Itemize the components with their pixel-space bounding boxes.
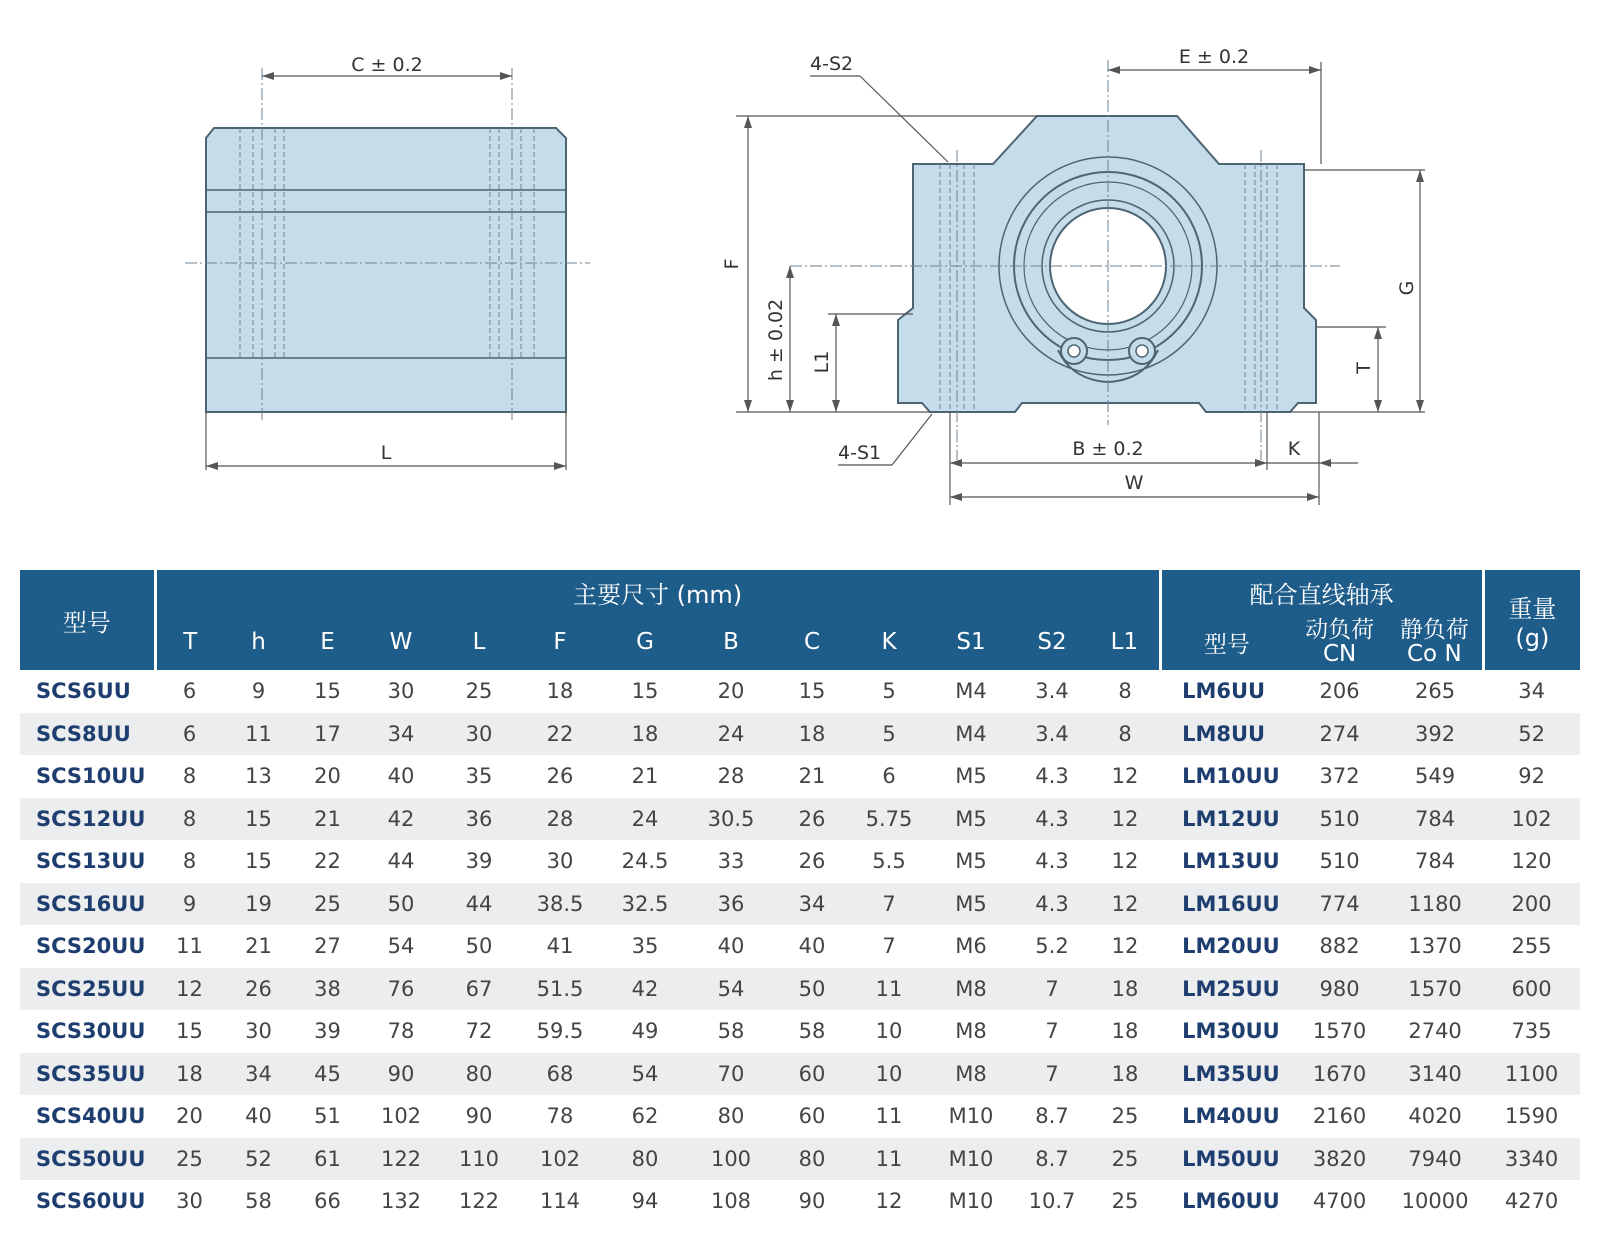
value-cell: 1570 xyxy=(1292,1010,1387,1053)
value-cell: 3.4 xyxy=(1014,670,1090,713)
value-cell: 54 xyxy=(688,968,774,1011)
stat-load-unit: Co N xyxy=(1407,641,1462,667)
value-cell: 17 xyxy=(293,713,362,756)
bearing-model-cell: LM10UU xyxy=(1160,755,1292,798)
value-cell: 52 xyxy=(224,1138,293,1181)
value-cell: 21 xyxy=(602,755,688,798)
value-cell: 549 xyxy=(1387,755,1483,798)
col-dyn-load-header xyxy=(1292,614,1387,670)
value-cell: 600 xyxy=(1483,968,1580,1011)
value-cell: 7 xyxy=(850,925,928,968)
value-cell: 1590 xyxy=(1483,1095,1580,1138)
value-cell: 92 xyxy=(1483,755,1580,798)
value-cell: 784 xyxy=(1387,840,1483,883)
value-cell: 35 xyxy=(602,925,688,968)
model-cell: SCS60UU xyxy=(20,1180,155,1223)
value-cell: 35 xyxy=(440,755,518,798)
value-cell: 12 xyxy=(1090,840,1160,883)
bearing-model-cell: LM40UU xyxy=(1160,1095,1292,1138)
value-cell: 18 xyxy=(1090,1053,1160,1096)
bearing-model-cell: LM60UU xyxy=(1160,1180,1292,1223)
value-cell: 28 xyxy=(518,798,602,841)
value-cell: 7940 xyxy=(1387,1138,1483,1181)
value-cell: 108 xyxy=(688,1180,774,1223)
value-cell: 4.3 xyxy=(1014,755,1090,798)
value-cell: 4.3 xyxy=(1014,883,1090,926)
dyn-load-unit: CN xyxy=(1322,641,1357,667)
value-cell: 8 xyxy=(1090,670,1160,713)
value-cell: 72 xyxy=(440,1010,518,1053)
value-cell: 27 xyxy=(293,925,362,968)
value-cell: 12 xyxy=(1090,925,1160,968)
value-cell: 510 xyxy=(1292,840,1387,883)
col-G-header: G xyxy=(602,614,688,670)
value-cell: 18 xyxy=(774,713,850,756)
value-cell: 58 xyxy=(688,1010,774,1053)
value-cell: M5 xyxy=(928,755,1014,798)
dim-label-S2: 4-S2 xyxy=(810,53,854,75)
value-cell: 122 xyxy=(362,1138,440,1181)
value-cell: 33 xyxy=(688,840,774,883)
value-cell: 51.5 xyxy=(518,968,602,1011)
value-cell: 18 xyxy=(155,1053,224,1096)
table-row xyxy=(20,1010,1580,1053)
dim-label-T: T xyxy=(1353,362,1375,374)
dim-label-h: h ± 0.02 xyxy=(765,298,787,382)
table-row xyxy=(20,713,1580,756)
value-cell: M5 xyxy=(928,840,1014,883)
value-cell: 11 xyxy=(850,1138,928,1181)
value-cell: 882 xyxy=(1292,925,1387,968)
value-cell: 15 xyxy=(293,670,362,713)
dim-label-F: F xyxy=(721,258,743,270)
value-cell: 40 xyxy=(688,925,774,968)
value-cell: M10 xyxy=(928,1180,1014,1223)
value-cell: 25 xyxy=(155,1138,224,1181)
value-cell: 20 xyxy=(293,755,362,798)
value-cell: 8 xyxy=(1090,713,1160,756)
value-cell: 274 xyxy=(1292,713,1387,756)
value-cell: 80 xyxy=(774,1138,850,1181)
table-row xyxy=(20,883,1580,926)
value-cell: 44 xyxy=(362,840,440,883)
value-cell: 19 xyxy=(224,883,293,926)
value-cell: 784 xyxy=(1387,798,1483,841)
value-cell: 11 xyxy=(850,968,928,1011)
value-cell: 12 xyxy=(1090,755,1160,798)
value-cell: 980 xyxy=(1292,968,1387,1011)
table-row xyxy=(20,670,1580,713)
col-bearing-model-header: 型号 xyxy=(1160,614,1292,670)
model-cell: SCS13UU xyxy=(20,840,155,883)
value-cell: 28 xyxy=(688,755,774,798)
value-cell: 1570 xyxy=(1387,968,1483,1011)
col-B-header: B xyxy=(688,614,774,670)
model-cell: SCS30UU xyxy=(20,1010,155,1053)
value-cell: 26 xyxy=(774,798,850,841)
value-cell: 11 xyxy=(850,1095,928,1138)
table-row xyxy=(20,798,1580,841)
value-cell: 32.5 xyxy=(602,883,688,926)
value-cell: M8 xyxy=(928,1010,1014,1053)
dim-label-G: G xyxy=(1396,280,1418,296)
model-cell: SCS10UU xyxy=(20,755,155,798)
value-cell: 21 xyxy=(224,925,293,968)
value-cell: 52 xyxy=(1483,713,1580,756)
value-cell: 13 xyxy=(224,755,293,798)
value-cell: 34 xyxy=(774,883,850,926)
dim-label-L1: L1 xyxy=(811,350,833,374)
value-cell: 94 xyxy=(602,1180,688,1223)
value-cell: 3.4 xyxy=(1014,713,1090,756)
value-cell: M8 xyxy=(928,968,1014,1011)
value-cell: 114 xyxy=(518,1180,602,1223)
dim-label-B: B ± 0.2 xyxy=(1072,438,1144,460)
value-cell: M6 xyxy=(928,925,1014,968)
col-W-header: W xyxy=(362,614,440,670)
bearing-model-cell: LM20UU xyxy=(1160,925,1292,968)
value-cell: 26 xyxy=(774,840,850,883)
value-cell: 20 xyxy=(155,1095,224,1138)
value-cell: 50 xyxy=(440,925,518,968)
dim-label-C: C ± 0.2 xyxy=(351,54,423,76)
bearing-model-cell: LM35UU xyxy=(1160,1053,1292,1096)
value-cell: 15 xyxy=(774,670,850,713)
value-cell: 4270 xyxy=(1483,1180,1580,1223)
value-cell: 2160 xyxy=(1292,1095,1387,1138)
value-cell: 78 xyxy=(362,1010,440,1053)
table-row xyxy=(20,1138,1580,1181)
table-row xyxy=(20,1053,1580,1096)
col-weight-header xyxy=(1483,570,1580,670)
value-cell: 774 xyxy=(1292,883,1387,926)
value-cell: 51 xyxy=(293,1095,362,1138)
value-cell: 68 xyxy=(518,1053,602,1096)
value-cell: 6 xyxy=(155,713,224,756)
value-cell: 4.3 xyxy=(1014,840,1090,883)
value-cell: 34 xyxy=(1483,670,1580,713)
value-cell: 6 xyxy=(155,670,224,713)
value-cell: 30 xyxy=(440,713,518,756)
table-row xyxy=(20,755,1580,798)
value-cell: 40 xyxy=(774,925,850,968)
table-row xyxy=(20,925,1580,968)
dims-group-header: 主要尺寸 (mm) xyxy=(155,570,1160,614)
value-cell: 12 xyxy=(1090,883,1160,926)
value-cell: 90 xyxy=(440,1095,518,1138)
value-cell: 21 xyxy=(774,755,850,798)
model-cell: SCS12UU xyxy=(20,798,155,841)
bearing-model-cell: LM13UU xyxy=(1160,840,1292,883)
bearing-model-cell: LM16UU xyxy=(1160,883,1292,926)
value-cell: 30 xyxy=(224,1010,293,1053)
model-cell: SCS8UU xyxy=(20,713,155,756)
bearing-model-cell: LM6UU xyxy=(1160,670,1292,713)
model-cell: SCS35UU xyxy=(20,1053,155,1096)
value-cell: 10.7 xyxy=(1014,1180,1090,1223)
value-cell: 40 xyxy=(224,1095,293,1138)
value-cell: 25 xyxy=(293,883,362,926)
table-body xyxy=(20,670,1580,1223)
value-cell: 54 xyxy=(602,1053,688,1096)
value-cell: 49 xyxy=(602,1010,688,1053)
value-cell: 132 xyxy=(362,1180,440,1223)
col-L1-header: L1 xyxy=(1090,614,1160,670)
value-cell: 11 xyxy=(155,925,224,968)
col-S2-header: S2 xyxy=(1014,614,1090,670)
value-cell: 8.7 xyxy=(1014,1138,1090,1181)
value-cell: 25 xyxy=(1090,1138,1160,1181)
dim-label-K: K xyxy=(1287,438,1301,460)
value-cell: 3820 xyxy=(1292,1138,1387,1181)
value-cell: 30 xyxy=(155,1180,224,1223)
value-cell: 1180 xyxy=(1387,883,1483,926)
value-cell: 8.7 xyxy=(1014,1095,1090,1138)
value-cell: 1100 xyxy=(1483,1053,1580,1096)
table-row xyxy=(20,840,1580,883)
table-row xyxy=(20,1180,1580,1223)
col-model-header: 型号 xyxy=(20,570,155,670)
value-cell: 206 xyxy=(1292,670,1387,713)
value-cell: 80 xyxy=(602,1138,688,1181)
value-cell: 58 xyxy=(224,1180,293,1223)
value-cell: 200 xyxy=(1483,883,1580,926)
front-view xyxy=(185,54,590,470)
table-row xyxy=(20,1095,1580,1138)
value-cell: 59.5 xyxy=(518,1010,602,1053)
value-cell: 10 xyxy=(850,1053,928,1096)
value-cell: 392 xyxy=(1387,713,1483,756)
value-cell: 11 xyxy=(224,713,293,756)
value-cell: 30.5 xyxy=(688,798,774,841)
col-stat-load-header xyxy=(1387,614,1483,670)
value-cell: 90 xyxy=(774,1180,850,1223)
value-cell: 34 xyxy=(224,1053,293,1096)
value-cell: 8 xyxy=(155,798,224,841)
model-cell: SCS16UU xyxy=(20,883,155,926)
stat-load-label: 静负荷 xyxy=(1399,617,1469,643)
value-cell: 20 xyxy=(688,670,774,713)
value-cell: 80 xyxy=(440,1053,518,1096)
value-cell: 26 xyxy=(518,755,602,798)
value-cell: 110 xyxy=(440,1138,518,1181)
col-K-header: K xyxy=(850,614,928,670)
value-cell: 42 xyxy=(362,798,440,841)
value-cell: 5 xyxy=(850,670,928,713)
dim-label-S1: 4-S1 xyxy=(838,442,882,464)
value-cell: 102 xyxy=(1483,798,1580,841)
value-cell: M4 xyxy=(928,713,1014,756)
value-cell: 25 xyxy=(1090,1180,1160,1223)
value-cell: 3340 xyxy=(1483,1138,1580,1181)
value-cell: 7 xyxy=(1014,1010,1090,1053)
value-cell: 100 xyxy=(688,1138,774,1181)
side-view xyxy=(721,46,1425,505)
col-C-header: C xyxy=(774,614,850,670)
value-cell: 5 xyxy=(850,713,928,756)
value-cell: 18 xyxy=(518,670,602,713)
value-cell: 122 xyxy=(440,1180,518,1223)
value-cell: 4020 xyxy=(1387,1095,1483,1138)
value-cell: 54 xyxy=(362,925,440,968)
model-cell: SCS20UU xyxy=(20,925,155,968)
value-cell: 39 xyxy=(440,840,518,883)
col-E-header: E xyxy=(293,614,362,670)
value-cell: 10 xyxy=(850,1010,928,1053)
value-cell: 5.5 xyxy=(850,840,928,883)
value-cell: 24 xyxy=(688,713,774,756)
value-cell: 62 xyxy=(602,1095,688,1138)
value-cell: 12 xyxy=(850,1180,928,1223)
value-cell: 34 xyxy=(362,713,440,756)
value-cell: 15 xyxy=(224,840,293,883)
value-cell: 3140 xyxy=(1387,1053,1483,1096)
col-S1-header: S1 xyxy=(928,614,1014,670)
value-cell: 25 xyxy=(1090,1095,1160,1138)
bearing-model-cell: LM8UU xyxy=(1160,713,1292,756)
value-cell: 60 xyxy=(774,1053,850,1096)
value-cell: 42 xyxy=(602,968,688,1011)
value-cell: M10 xyxy=(928,1138,1014,1181)
value-cell: 15 xyxy=(224,798,293,841)
bearing-model-cell: LM12UU xyxy=(1160,798,1292,841)
value-cell: 40 xyxy=(362,755,440,798)
value-cell: 25 xyxy=(440,670,518,713)
value-cell: 9 xyxy=(224,670,293,713)
value-cell: 7 xyxy=(1014,968,1090,1011)
model-cell: SCS40UU xyxy=(20,1095,155,1138)
value-cell: 9 xyxy=(155,883,224,926)
weight-label: 重量 xyxy=(1508,594,1557,623)
value-cell: 8 xyxy=(155,840,224,883)
dim-label-W: W xyxy=(1124,472,1144,494)
value-cell: 78 xyxy=(518,1095,602,1138)
dim-label-L: L xyxy=(380,442,392,464)
value-cell: 66 xyxy=(293,1180,362,1223)
bearing-model-cell: LM25UU xyxy=(1160,968,1292,1011)
col-L-header: L xyxy=(440,614,518,670)
value-cell: 10000 xyxy=(1387,1180,1483,1223)
value-cell: 265 xyxy=(1387,670,1483,713)
value-cell: 38 xyxy=(293,968,362,1011)
value-cell: 102 xyxy=(518,1138,602,1181)
col-F-header: F xyxy=(518,614,602,670)
value-cell: 22 xyxy=(518,713,602,756)
value-cell: 18 xyxy=(602,713,688,756)
value-cell: 1670 xyxy=(1292,1053,1387,1096)
col-T-header: T xyxy=(155,614,224,670)
table-header xyxy=(20,570,1580,670)
value-cell: 8 xyxy=(155,755,224,798)
value-cell: 58 xyxy=(774,1010,850,1053)
dyn-load-label: 动负荷 xyxy=(1305,617,1375,643)
value-cell: 15 xyxy=(155,1010,224,1053)
value-cell: 50 xyxy=(774,968,850,1011)
dim-label-E: E ± 0.2 xyxy=(1178,46,1250,68)
value-cell: 60 xyxy=(774,1095,850,1138)
value-cell: 510 xyxy=(1292,798,1387,841)
value-cell: 7 xyxy=(1014,1053,1090,1096)
value-cell: M5 xyxy=(928,798,1014,841)
value-cell: 36 xyxy=(440,798,518,841)
value-cell: 1370 xyxy=(1387,925,1483,968)
model-cell: SCS50UU xyxy=(20,1138,155,1181)
value-cell: 5.2 xyxy=(1014,925,1090,968)
bearing-model-cell: LM50UU xyxy=(1160,1138,1292,1181)
value-cell: 5.75 xyxy=(850,798,928,841)
value-cell: 30 xyxy=(518,840,602,883)
model-cell: SCS6UU xyxy=(20,670,155,713)
value-cell: 30 xyxy=(362,670,440,713)
value-cell: 18 xyxy=(1090,968,1160,1011)
bearing-model-cell: LM30UU xyxy=(1160,1010,1292,1053)
technical-drawing xyxy=(0,0,1600,520)
value-cell: 102 xyxy=(362,1095,440,1138)
value-cell: M4 xyxy=(928,670,1014,713)
value-cell: 61 xyxy=(293,1138,362,1181)
value-cell: 24.5 xyxy=(602,840,688,883)
value-cell: 12 xyxy=(155,968,224,1011)
value-cell: M5 xyxy=(928,883,1014,926)
value-cell: 36 xyxy=(688,883,774,926)
value-cell: 44 xyxy=(440,883,518,926)
value-cell: 67 xyxy=(440,968,518,1011)
value-cell: 4700 xyxy=(1292,1180,1387,1223)
value-cell: 39 xyxy=(293,1010,362,1053)
value-cell: 26 xyxy=(224,968,293,1011)
bearing-group-header: 配合直线轴承 xyxy=(1160,570,1483,614)
value-cell: 6 xyxy=(850,755,928,798)
value-cell: 18 xyxy=(1090,1010,1160,1053)
value-cell: 735 xyxy=(1483,1010,1580,1053)
weight-unit: (g) xyxy=(1515,623,1550,652)
value-cell: 38.5 xyxy=(518,883,602,926)
value-cell: 90 xyxy=(362,1053,440,1096)
value-cell: 255 xyxy=(1483,925,1580,968)
model-cell: SCS25UU xyxy=(20,968,155,1011)
value-cell: 2740 xyxy=(1387,1010,1483,1053)
value-cell: 7 xyxy=(850,883,928,926)
value-cell: 50 xyxy=(362,883,440,926)
value-cell: 22 xyxy=(293,840,362,883)
value-cell: 120 xyxy=(1483,840,1580,883)
value-cell: 4.3 xyxy=(1014,798,1090,841)
value-cell: 70 xyxy=(688,1053,774,1096)
value-cell: 12 xyxy=(1090,798,1160,841)
value-cell: 372 xyxy=(1292,755,1387,798)
table-row xyxy=(20,968,1580,1011)
spec-table xyxy=(20,570,1580,1223)
value-cell: M8 xyxy=(928,1053,1014,1096)
value-cell: 24 xyxy=(602,798,688,841)
value-cell: M10 xyxy=(928,1095,1014,1138)
value-cell: 21 xyxy=(293,798,362,841)
col-h-header: h xyxy=(224,614,293,670)
value-cell: 80 xyxy=(688,1095,774,1138)
value-cell: 76 xyxy=(362,968,440,1011)
value-cell: 41 xyxy=(518,925,602,968)
value-cell: 45 xyxy=(293,1053,362,1096)
value-cell: 15 xyxy=(602,670,688,713)
